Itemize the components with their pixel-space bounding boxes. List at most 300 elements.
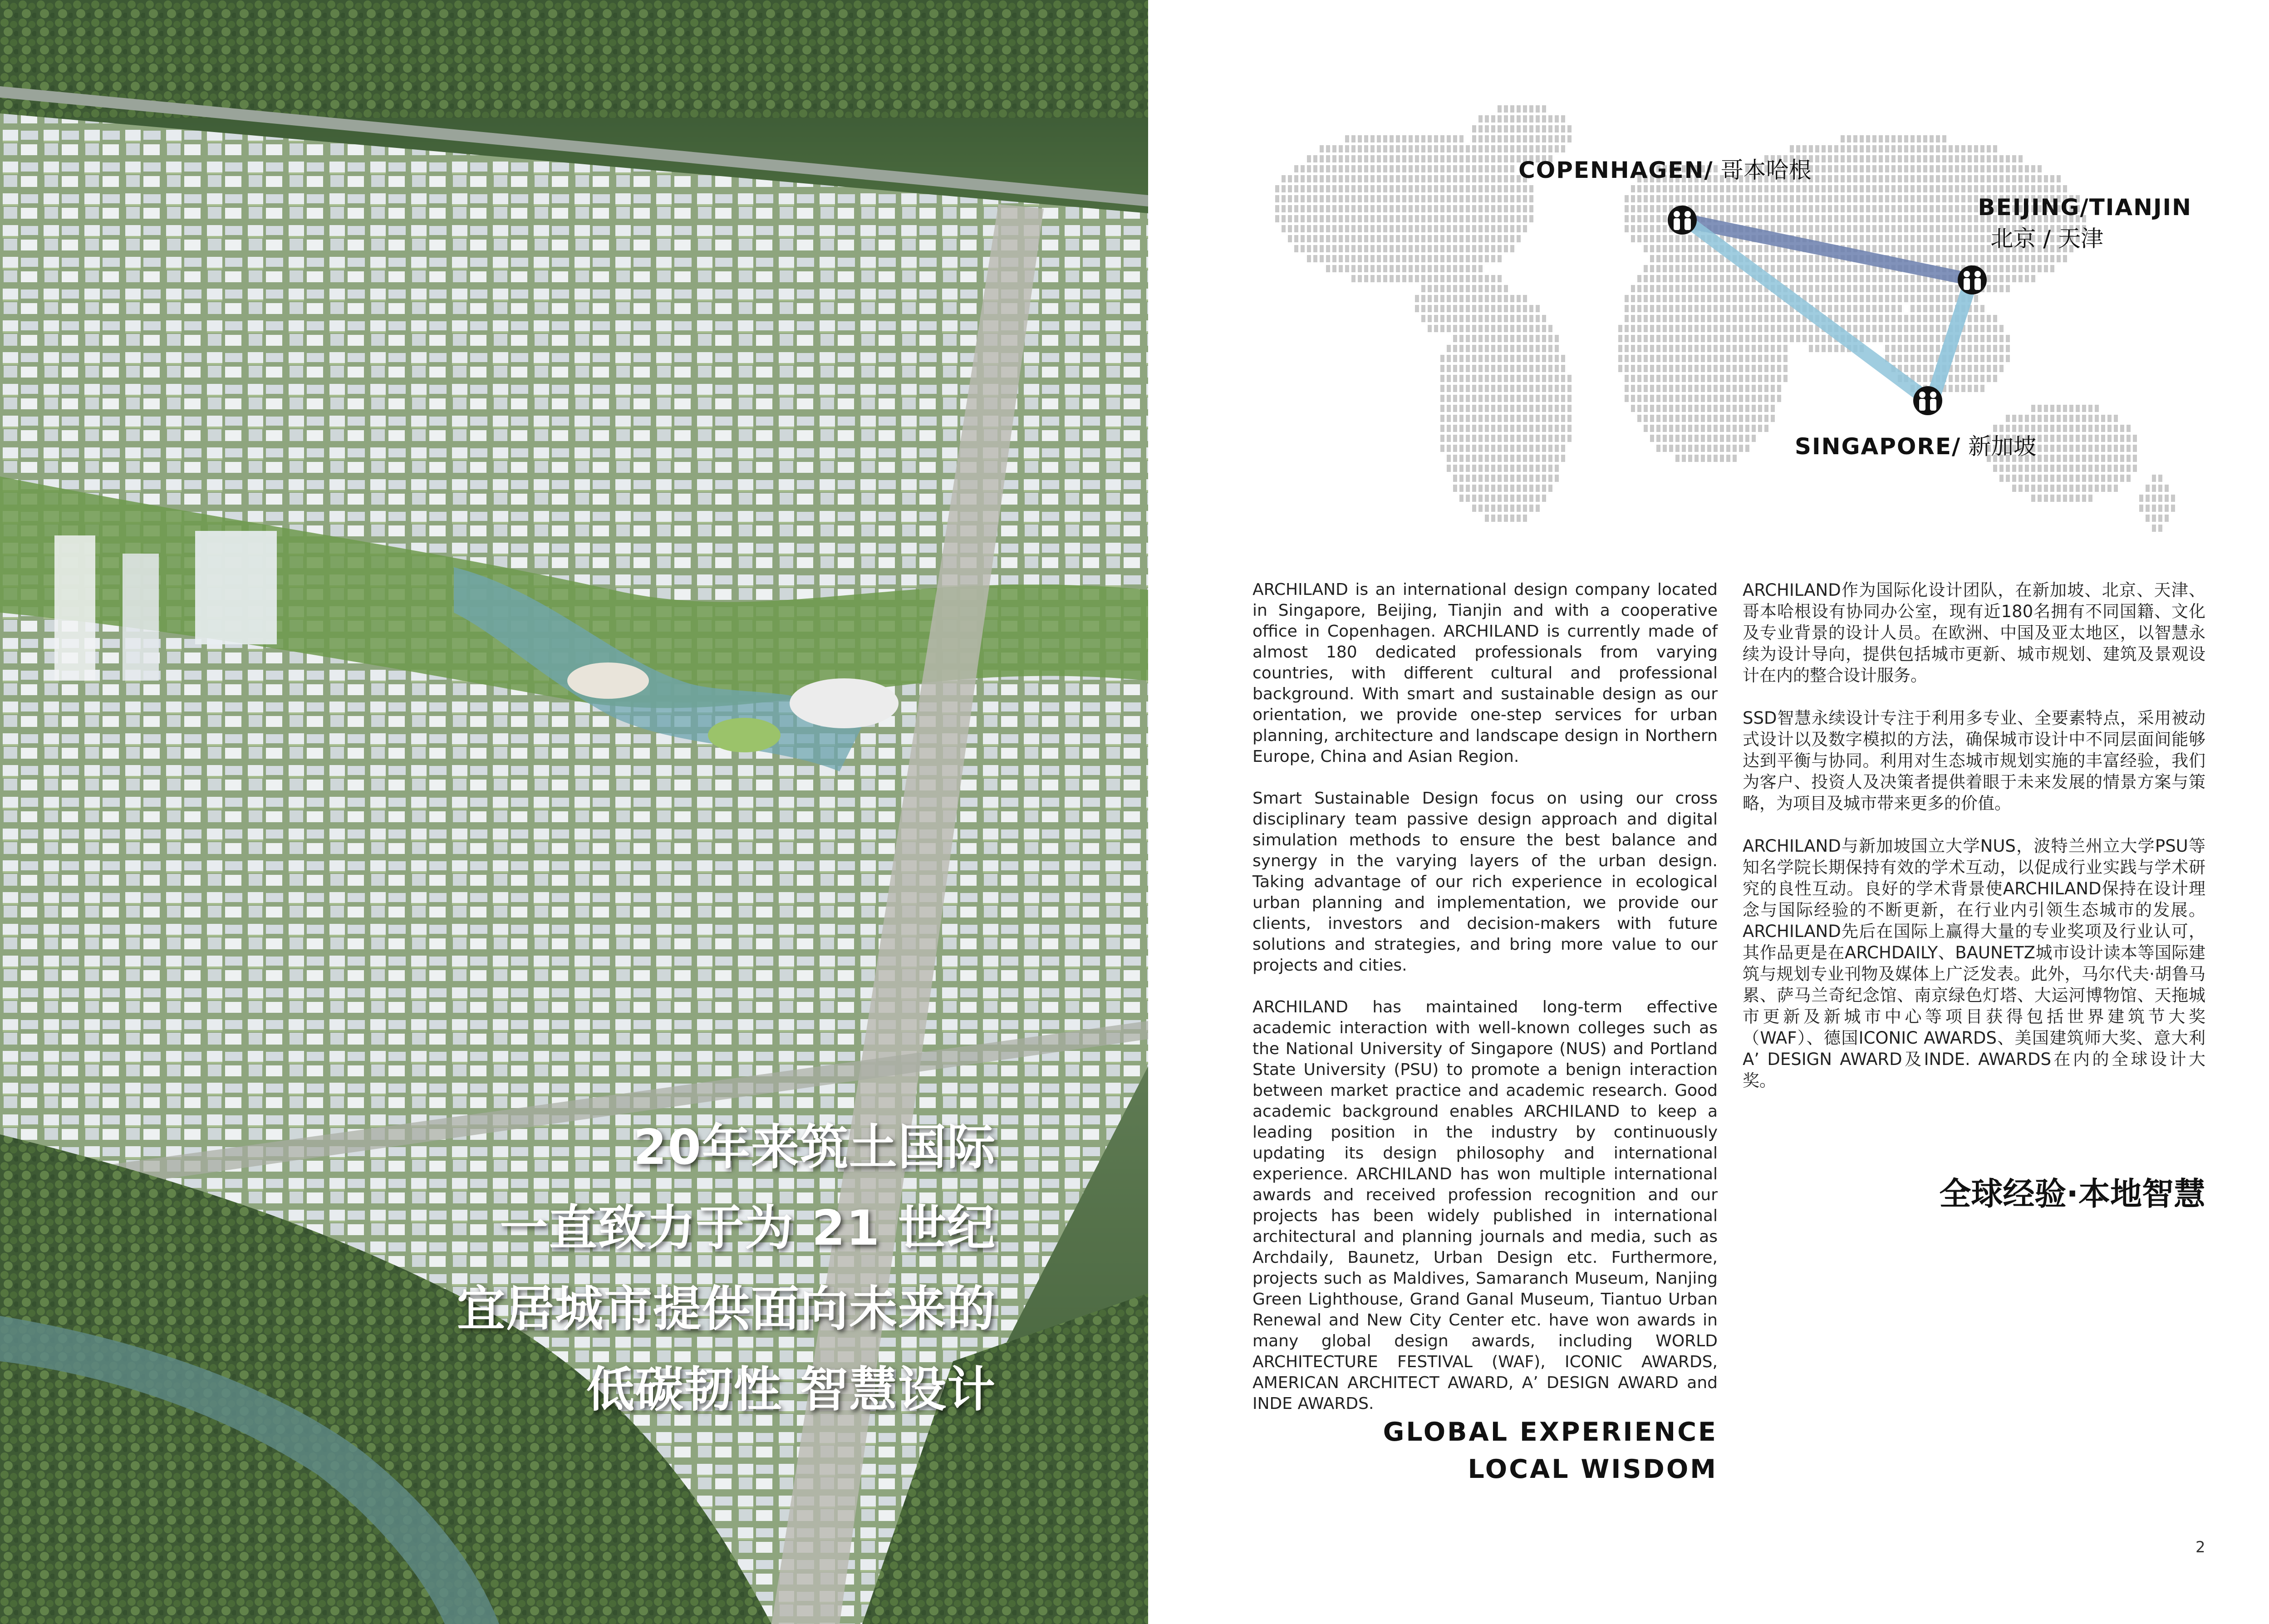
map-dot (1466, 495, 1470, 502)
map-dot (1949, 255, 1953, 262)
map-dot (1764, 395, 1768, 402)
map-dot (1453, 455, 1457, 462)
map-dot (1961, 345, 1965, 352)
map-dot (1459, 425, 1464, 432)
map-dot (1955, 155, 1959, 162)
map-dot (1618, 335, 1622, 342)
map-dot (1688, 255, 1692, 262)
map-dot (1529, 205, 1533, 212)
map-dot (1720, 275, 1724, 282)
map-dot (1993, 275, 1997, 282)
map-dot (1548, 395, 1552, 402)
map-dot (1650, 315, 1654, 322)
map-dot (1752, 365, 1756, 372)
map-dot (1415, 265, 1419, 272)
map-dot (1809, 185, 1813, 192)
map-dot (1326, 195, 1330, 202)
map-dot (1339, 155, 1343, 162)
map-dot (1745, 315, 1749, 322)
map-dot (1523, 405, 1527, 412)
map-dot (1428, 295, 1432, 302)
map-dot (1891, 135, 1896, 142)
map-dot (2006, 165, 2010, 172)
map-dot (2076, 425, 2080, 432)
map-dot (1631, 285, 1635, 292)
map-dot (1555, 415, 1559, 422)
map-dot (1771, 405, 1775, 412)
map-dot (1434, 175, 1438, 182)
map-dot (1923, 325, 1927, 332)
map-dot (1466, 295, 1470, 302)
map-dot (1644, 375, 1648, 382)
map-dot (2057, 445, 2061, 452)
map-dot (1663, 205, 1667, 212)
map-dot (1326, 205, 1330, 212)
map-dot (1548, 385, 1552, 392)
map-dot (1428, 305, 1432, 312)
map-dot (1415, 225, 1419, 232)
map-dot (2063, 415, 2067, 422)
map-dot (1523, 205, 1527, 212)
map-dot (1733, 275, 1737, 282)
map-dot (2038, 495, 2042, 502)
map-dot (1891, 355, 1896, 362)
map-dot (1701, 195, 1705, 202)
map-dot (2012, 275, 2016, 282)
map-dot (2107, 465, 2112, 472)
map-dot (1682, 455, 1686, 462)
map-dot (1828, 235, 1832, 242)
map-dot (1466, 215, 1470, 222)
map-dot (1809, 215, 1813, 222)
map-dot (1510, 505, 1514, 512)
map-dot (1459, 225, 1464, 232)
map-dot (2158, 525, 2162, 532)
map-dot (1440, 355, 1444, 362)
map-dot (1930, 335, 1934, 342)
map-dot (1936, 335, 1940, 342)
map-dot (1504, 165, 1508, 172)
map-dot (2133, 435, 2137, 442)
map-dot (1733, 325, 1737, 332)
map-dot (2120, 435, 2124, 442)
map-dot (1390, 235, 1394, 242)
map-dot (1644, 415, 1648, 422)
map-dot (1675, 455, 1680, 462)
map-dot (1942, 145, 1946, 152)
map-dot (1974, 255, 1978, 262)
map-dot (1726, 275, 1730, 282)
map-dot (1726, 405, 1730, 412)
map-dot (1650, 385, 1654, 392)
map-dot (1701, 365, 1705, 372)
map-dot (1561, 115, 1565, 123)
map-dot (2095, 425, 2099, 432)
map-dot (1504, 285, 1508, 292)
map-dot (1370, 195, 1375, 202)
map-dot (1656, 375, 1660, 382)
map-dot (1294, 175, 1298, 182)
map-dot (1637, 415, 1641, 422)
map-dot (1472, 465, 1476, 472)
map-dot (1510, 395, 1514, 402)
map-dot (1656, 425, 1660, 432)
map-dot (1631, 235, 1635, 242)
map-dot (1345, 205, 1349, 212)
map-dot (1351, 165, 1356, 172)
map-dot (1739, 275, 1743, 282)
map-dot (1707, 185, 1711, 192)
map-dot (2038, 165, 2042, 172)
map-dot (1421, 295, 1425, 302)
map-dot (1879, 135, 1883, 142)
map-dot (1891, 185, 1896, 192)
map-dot (1694, 265, 1699, 272)
map-dot (1351, 155, 1356, 162)
map-dot (1942, 185, 1946, 192)
map-dot (1936, 325, 1940, 332)
map-dot (1841, 185, 1845, 192)
map-dot (1510, 415, 1514, 422)
map-dot (1498, 465, 1502, 472)
map-dot (1440, 135, 1444, 142)
map-dot (1466, 445, 1470, 452)
map-dot (1561, 445, 1565, 452)
map-dot (1714, 355, 1718, 362)
map-dot (1504, 455, 1508, 462)
map-dot (1688, 245, 1692, 252)
map-dot (1910, 165, 1915, 172)
map-dot (1548, 405, 1552, 412)
map-dot (1701, 255, 1705, 262)
map-dot (1339, 145, 1343, 152)
map-dot (1720, 325, 1724, 332)
map-dot (1961, 365, 1965, 372)
map-dot (1980, 315, 1984, 322)
map-dot (2031, 255, 2035, 262)
map-dot (1987, 315, 1991, 322)
map-dot (1529, 305, 1533, 312)
map-dot (1459, 395, 1464, 402)
map-dot (1472, 225, 1476, 232)
map-dot (2158, 515, 2162, 522)
map-dot (1339, 175, 1343, 182)
map-dot (1459, 265, 1464, 272)
map-dot (1733, 195, 1737, 202)
map-dot (1434, 185, 1438, 192)
map-dot (1656, 325, 1660, 332)
map-dot (2044, 465, 2048, 472)
map-dot (1783, 335, 1788, 342)
map-dot (1637, 215, 1641, 222)
map-dot (1517, 425, 1521, 432)
map-dot (1790, 215, 1794, 222)
map-dot (1764, 315, 1768, 322)
map-dot (1701, 335, 1705, 342)
map-dot (1955, 365, 1959, 372)
map-dot (1447, 465, 1451, 472)
map-dot (1904, 175, 1908, 182)
map-dot (1555, 455, 1559, 462)
map-dot (1491, 165, 1495, 172)
map-dot (1764, 215, 1768, 222)
map-dot (1396, 245, 1400, 252)
map-dot (1498, 455, 1502, 462)
map-dot (1504, 385, 1508, 392)
map-dot (1764, 295, 1768, 302)
map-dot (1517, 495, 1521, 502)
map-dot (2025, 165, 2029, 172)
map-dot (1434, 155, 1438, 162)
map-dot (1987, 165, 1991, 172)
map-dot (1498, 315, 1502, 322)
map-dot (1453, 385, 1457, 392)
map-dot (1726, 455, 1730, 462)
map-dot (1370, 275, 1375, 282)
map-dot (1453, 415, 1457, 422)
map-dot (1510, 195, 1514, 202)
map-dot (1650, 255, 1654, 262)
map-dot (2146, 495, 2150, 502)
map-dot (1631, 305, 1635, 312)
map-dot (1485, 395, 1489, 402)
map-dot (1701, 435, 1705, 442)
map-dot (1809, 335, 1813, 342)
map-dot (1726, 345, 1730, 352)
map-dot (1383, 135, 1387, 142)
map-dot (1771, 335, 1775, 342)
map-dot (1485, 315, 1489, 322)
map-dot (1358, 265, 1362, 272)
map-dot (1745, 365, 1749, 372)
map-dot (1783, 225, 1788, 232)
map-dot (1720, 195, 1724, 202)
map-dot (1834, 285, 1838, 292)
map-dot (1872, 315, 1876, 322)
map-dot (1714, 185, 1718, 192)
map-dot (1288, 235, 1292, 242)
map-dot (1523, 225, 1527, 232)
map-dot (1491, 345, 1495, 352)
map-dot (1548, 475, 1552, 482)
map-dot (1669, 365, 1673, 372)
map-dot (1498, 395, 1502, 402)
map-dot (1739, 385, 1743, 392)
map-dot (1993, 175, 1997, 182)
map-dot (1351, 255, 1356, 262)
map-dot (1472, 445, 1476, 452)
map-dot (1504, 365, 1508, 372)
map-dot (1421, 135, 1425, 142)
map-dot (1682, 435, 1686, 442)
map-dot (1949, 175, 1953, 182)
map-dot (1390, 265, 1394, 272)
map-dot (1548, 415, 1552, 422)
map-dot (1542, 315, 1546, 322)
map-dot (1879, 155, 1883, 162)
map-dot (1669, 275, 1673, 282)
map-dot (1872, 165, 1876, 172)
map-dot (1860, 335, 1864, 342)
map-dot (2006, 185, 2010, 192)
map-dot (1974, 305, 1978, 312)
map-dot (1822, 265, 1826, 272)
map-dot (1351, 145, 1356, 152)
map-dot (1390, 275, 1394, 282)
map-dot (1904, 325, 1908, 332)
map-dot (1364, 235, 1368, 242)
map-dot (1491, 155, 1495, 162)
map-dot (1644, 305, 1648, 312)
map-dot (1631, 335, 1635, 342)
map-dot (1555, 395, 1559, 402)
map-dot (1745, 425, 1749, 432)
map-dot (1663, 405, 1667, 412)
map-dot (1370, 245, 1375, 252)
map-dot (1853, 185, 1857, 192)
map-dot (1707, 295, 1711, 302)
map-dot (1663, 225, 1667, 232)
map-dot (1860, 265, 1864, 272)
map-dot (1517, 485, 1521, 492)
map-dot (1885, 325, 1889, 332)
map-dot (2069, 465, 2073, 472)
map-dot (1923, 185, 1927, 192)
map-dot (1663, 335, 1667, 342)
map-dot (1536, 125, 1540, 132)
map-dot (1561, 455, 1565, 462)
map-dot (1752, 205, 1756, 212)
map-dot (1650, 425, 1654, 432)
map-dot (1669, 185, 1673, 192)
map-dot (1498, 515, 1502, 522)
map-dot (1752, 345, 1756, 352)
map-dot (1809, 275, 1813, 282)
map-dot (1974, 335, 1978, 342)
map-dot (1783, 315, 1788, 322)
map-dot (1421, 255, 1425, 262)
map-dot (1701, 395, 1705, 402)
map-dot (2050, 495, 2054, 502)
map-dot (1923, 375, 1927, 382)
map-dot (1498, 365, 1502, 372)
map-dot (1872, 295, 1876, 302)
map-dot (1771, 315, 1775, 322)
map-dot (1402, 255, 1406, 262)
map-dot (1472, 505, 1476, 512)
map-dot (1885, 215, 1889, 222)
map-dot (1822, 225, 1826, 232)
chinese-paragraph: SSD智慧永续设计专注于利用多专业、全要素特点，采用被动式设计以及数字模拟的方法，确保城市设计中不同层面间能够达到平衡与协同。利用对生态城市规划实施的丰富经验，我们为客户、投资人及决策者提供着眼于未来发展的情景方案与策略，为项目及城市带来更多的价值。 (1743, 708, 2205, 813)
map-dot (1498, 435, 1502, 442)
map-dot (1517, 445, 1521, 452)
map-dot (1447, 145, 1451, 152)
map-dot (1682, 405, 1686, 412)
map-dot (1809, 255, 1813, 262)
map-dot (1745, 445, 1749, 452)
map-dot (1466, 385, 1470, 392)
map-dot (1396, 255, 1400, 262)
map-dot (1332, 205, 1336, 212)
map-dot (1853, 295, 1857, 302)
map-dot (1758, 365, 1762, 372)
map-dot (1930, 295, 1934, 302)
map-dot (1955, 355, 1959, 362)
map-dot (1428, 285, 1432, 292)
map-dot (1885, 175, 1889, 182)
map-dot (1428, 205, 1432, 212)
map-dot (1370, 265, 1375, 272)
map-dot (1466, 245, 1470, 252)
map-dot (1999, 465, 2004, 472)
map-dot (1682, 275, 1686, 282)
map-dot (1536, 145, 1540, 152)
map-dot (1961, 185, 1965, 192)
map-dot (2019, 465, 2023, 472)
map-dot (2057, 185, 2061, 192)
map-dot (1752, 405, 1756, 412)
map-dot (1472, 265, 1476, 272)
map-dot (1752, 195, 1756, 202)
map-dot (1682, 425, 1686, 432)
map-dot (1485, 335, 1489, 342)
map-dot (1764, 415, 1768, 422)
map-dot (2012, 185, 2016, 192)
map-dot (1485, 475, 1489, 482)
map-dot (1993, 365, 1997, 372)
map-dot (2165, 515, 2169, 522)
map-dot (1504, 305, 1508, 312)
map-dot (1663, 305, 1667, 312)
map-dot (1745, 435, 1749, 442)
map-dot (1301, 225, 1305, 232)
map-dot (1669, 245, 1673, 252)
map-dot (1822, 145, 1826, 152)
map-dot (1980, 185, 1984, 192)
map-dot (1834, 145, 1838, 152)
map-dot (1669, 195, 1673, 202)
map-dot (2006, 475, 2010, 482)
map-dot (1923, 295, 1927, 302)
map-dot (1478, 265, 1483, 272)
map-dot (1434, 245, 1438, 252)
map-dot (1332, 195, 1336, 202)
map-dot (1917, 325, 1921, 332)
map-dot (1796, 335, 1800, 342)
map-dot (1885, 195, 1889, 202)
map-dot (2114, 485, 2118, 492)
map-dot (1510, 435, 1514, 442)
map-dot (1332, 145, 1336, 152)
map-dot (1815, 285, 1819, 292)
map-dot (1466, 315, 1470, 322)
map-dot (2012, 465, 2016, 472)
map-dot (1440, 245, 1444, 252)
map-dot (1663, 425, 1667, 432)
map-dot (1498, 495, 1502, 502)
map-dot (1440, 235, 1444, 242)
map-dot (1402, 225, 1406, 232)
map-dot (1949, 305, 1953, 312)
map-dot (1555, 125, 1559, 132)
map-dot (1498, 105, 1502, 113)
map-dot (1752, 185, 1756, 192)
map-dot (1663, 185, 1667, 192)
map-dot (1536, 495, 1540, 502)
map-dot (1758, 385, 1762, 392)
map-dot (1733, 355, 1737, 362)
map-dot (1345, 195, 1349, 202)
